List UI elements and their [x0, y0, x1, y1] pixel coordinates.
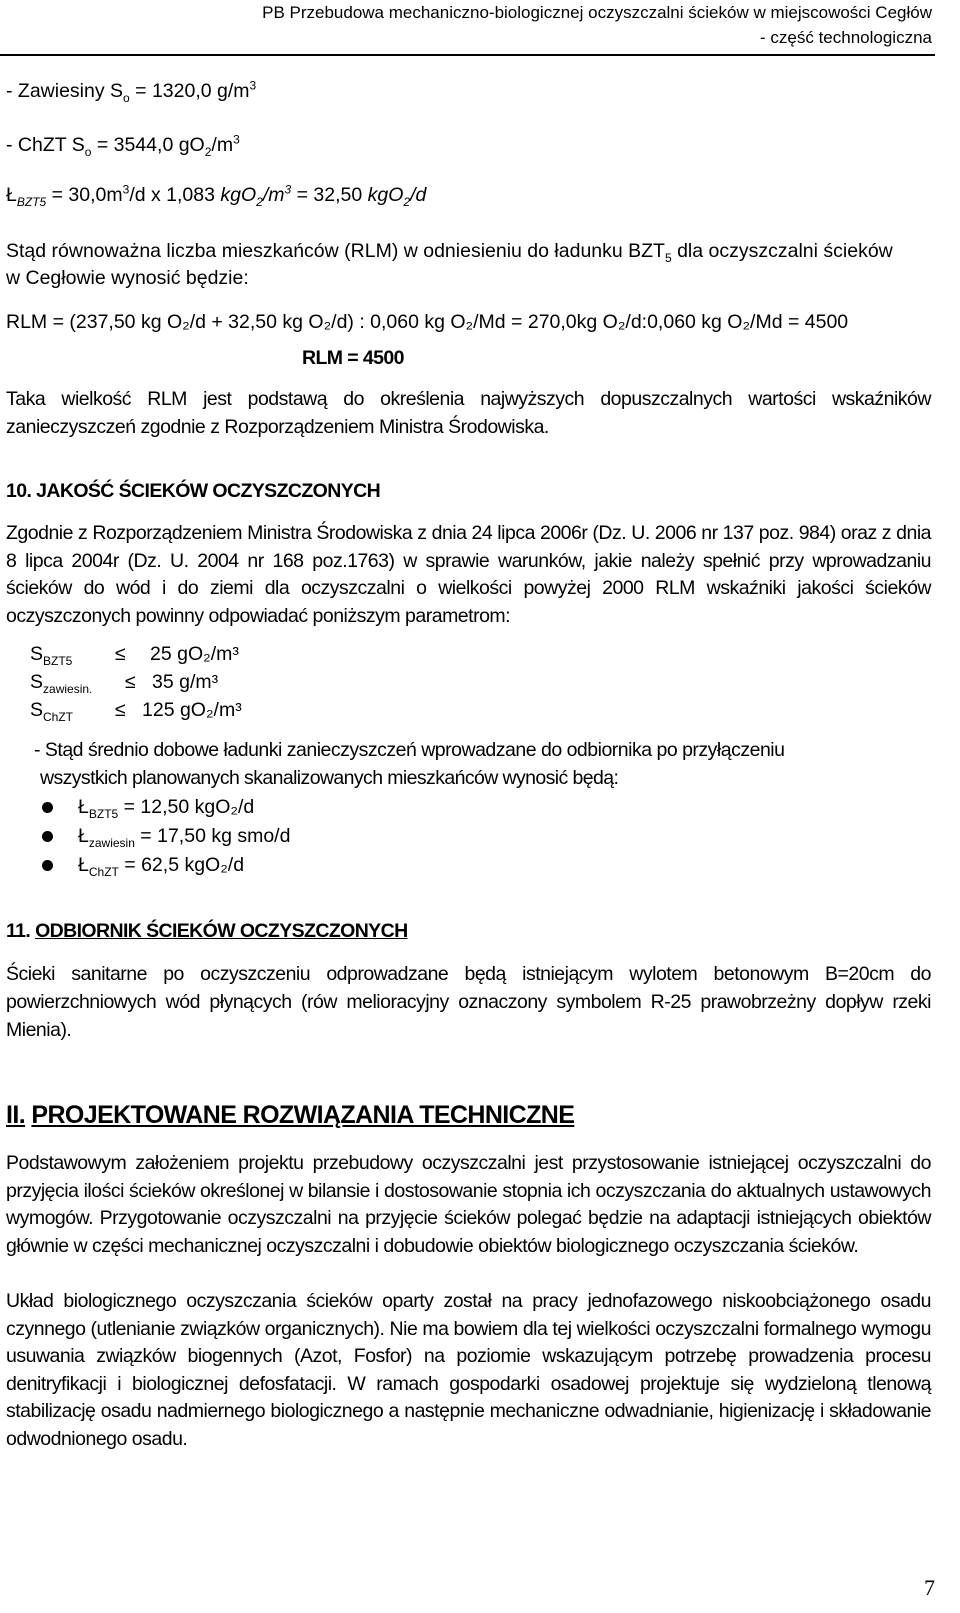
- section-10-heading: 10. JAKOŚĆ ŚCIEKÓW OCZYSZCZONYCH: [6, 480, 381, 502]
- rlm-conclusion: Taka wielkość RLM jest podstawą do określenia najwyższych dopuszczalnych wartości wskaźników zanieczyszczeń zgodnie z Rozporządzeniem Ministra Środowiska.: [6, 388, 931, 438]
- rlm-formula: RLM = (237,50 kg O₂/d + 32,50 kg O₂/d) : 0,060 kg O₂/Md = 270,0kg O₂/d:0,060 kg O₂/Md = 4500: [6, 311, 849, 333]
- header-rule: [0, 54, 935, 56]
- header-title: PB Przebudowa mechaniczno-biologicznej oczyszczalni ścieków w miejscowości Cegłów: [262, 3, 932, 22]
- bullet-chzt: $Ł_{ChZT} = 62,5$ kgO₂/d: [78, 854, 245, 879]
- section-II-paragraph-2: Układ biologicznego oczyszczania ścieków oparty został na pracy jednofazowego niskoobciążonego osadu czynnego (utlenianie związków organicznych). Nie ma bowiem dla tej wielkości oczyszczalni formalnego wymogu usuwania związków biogennych (Azot, Fosfor) na poziomie wskazującym potrzebę prowadzenia procesu denitryfikacji i biologicznej defosfatacji. W ramach gospodarki osadowej projektuje się wydzieloną tlenową stabilizację osadu nadmiernego biologicznego a następnie mechaniczne odwadnianie, higienizację i składowanie odwodnionego osadu.: [6, 1290, 931, 1450]
- section-11-heading: 11. ODBIORNIK ŚCIEKÓW OCZYSZCZONYCH: [6, 920, 408, 942]
- section-11-paragraph: Ścieki sanitarne po oczyszczeniu odprowadzane będą istniejącym wylotem betonowym B=20cm do powierzchniowych wód płynących (rów melioracyjny oznaczony symbolem R-25 prawobrzeżny dopływ rzeki Mienia).: [6, 963, 931, 1041]
- param-chzt: $S_{ChZT}$ ≤ 125 gO₂/m³: [30, 699, 242, 724]
- rlm-intro: Stąd równoważna liczba mieszkańców (RLM) w odniesieniu do ładunku $BZT_5$ dla oczyszczalni ścieków: [6, 240, 893, 265]
- leq-symbol: ≤: [115, 699, 126, 721]
- line-zawiesiny: - Zawiesiny $S_o = 1320,0$ $g/m^3$: [6, 78, 257, 105]
- bullet-bzt5: $Ł_{BZT5} = 12,50$ kgO₂/d: [78, 796, 255, 821]
- rlm-intro-2: w Cegłowie wynosić będzie:: [6, 267, 249, 289]
- daily-loads-intro: - Stąd średnio dobowe ładunki zanieczyszczeń wprowadzane do odbiornika po przyłączeniu: [34, 739, 785, 761]
- page-number: 7: [924, 1575, 935, 1600]
- bullet-icon: [42, 802, 53, 813]
- running-header: [262, 0, 932, 50]
- section-II-paragraph-1: Podstawowym założeniem projektu przebudowy oczyszczalni jest przystosowanie istniejącej oczyszczalni do przyjęcia ilości ścieków określonej w bilansie i dostosowanie stopnia ich oczyszczania do aktualnych ustawowych wymogów. Przygotowanie oczyszczalni na przyjęcie ścieków polegać będzie na adaptacji istniejących obiektów głównie w części mechanicznej oczyszczalni i dobudowie obiektów biologicznego oczyszczania ścieków.: [6, 1152, 931, 1257]
- section-II-heading: II. PROJEKTOWANE ROZWIĄZANIA TECHNICZNE: [6, 1101, 575, 1129]
- leq-symbol: ≤: [125, 671, 136, 693]
- leq-symbol: ≤: [115, 643, 126, 665]
- bullet-zawiesin: $Ł_{zawiesin} = 17,50$ kg smo/d: [78, 825, 291, 850]
- header-subtitle: - część technologiczna: [760, 28, 932, 47]
- line-bzt-load: $Ł_{BZT5} = 30,0m^3/d$ x 1,083 $kgO_2/m^3 = 32,50$ kgO$_2$/d: [6, 182, 427, 209]
- param-zawiesin: $S_{zawiesin.}$ ≤ 35 g/m³: [30, 671, 219, 696]
- bullet-icon: [42, 860, 53, 871]
- param-bzt5: $S_{BZT5}$ ≤ 25 gO₂/m³: [30, 643, 239, 668]
- bullet-icon: [42, 831, 53, 842]
- daily-loads-intro-2: wszystkich planowanych skanalizowanych mieszkańców wynosić będą:: [40, 767, 619, 789]
- section-10-paragraph: Zgodnie z Rozporządzeniem Ministra Środowiska z dnia 24 lipca 2006r (Dz. U. 2006 nr 137 poz. 984) oraz z dnia 8 lipca 2004r (Dz. U. 2004 nr 168 poz.1763) w sprawie warunków, jakie należy spełnić przy wprowadzaniu ścieków do wód i do ziemi dla oczyszczalni o wielkości powyżej 2000 RLM wskaźniki jakości ścieków oczyszczonych powinny odpowiadać poniższym parametrom:: [6, 522, 931, 627]
- rlm-result: RLM = 4500: [302, 347, 404, 369]
- line-chzt: - ChZT $S_o = 3544,0$ $gO_2/m^3$: [6, 132, 240, 159]
